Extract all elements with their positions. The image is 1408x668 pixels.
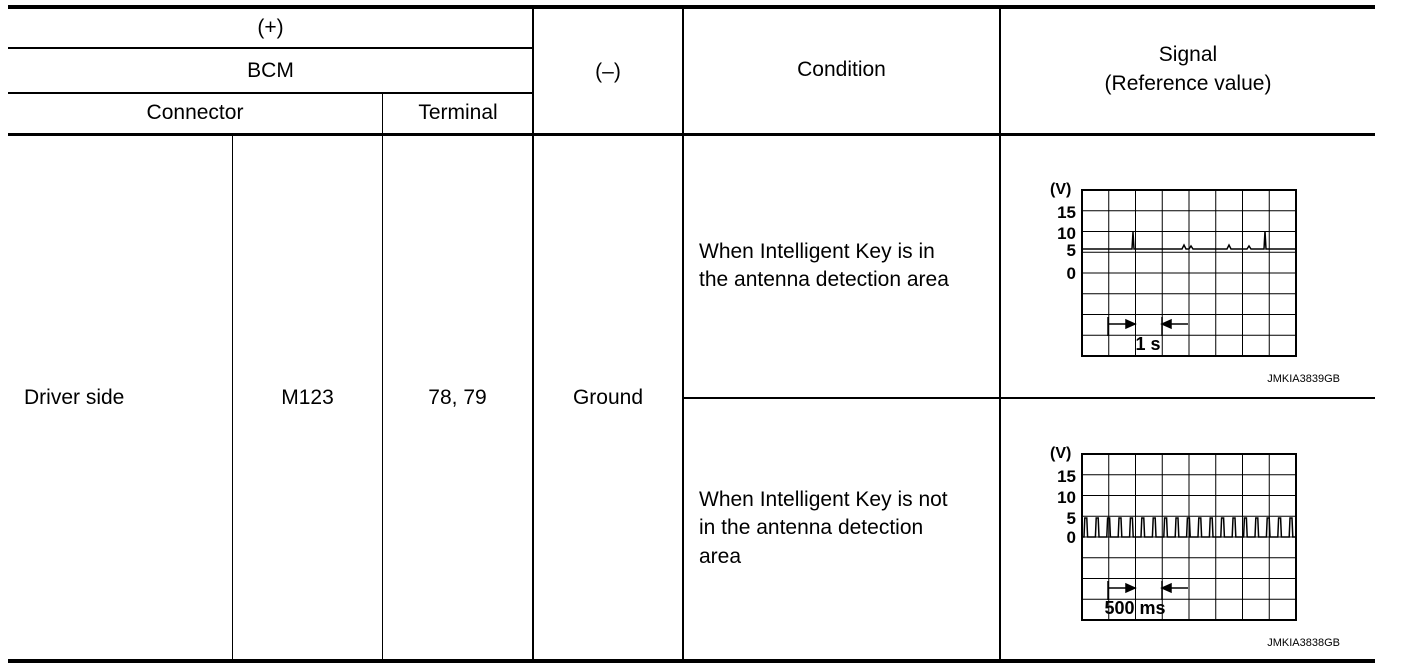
header-plus: (+) xyxy=(257,16,284,39)
col-divider-condition xyxy=(682,8,684,660)
rule-header-bottom xyxy=(8,133,1375,136)
header-connector: Connector xyxy=(146,101,244,124)
graph-1-time-div: 1 s xyxy=(1135,334,1161,354)
graph-1-tick-0: 0 xyxy=(1066,264,1076,283)
graph-1-tick-15: 15 xyxy=(1057,203,1076,222)
rule-bcm-top xyxy=(8,47,533,49)
header-signal: Signal xyxy=(1158,43,1218,66)
graph-2-time-div: 500 ms xyxy=(1104,598,1166,618)
header-condition: Condition xyxy=(797,58,886,81)
condition-2-line-1: When Intelligent Key is not xyxy=(699,488,948,511)
condition-1-line-1: When Intelligent Key is in xyxy=(699,240,935,263)
cell-terminal: 78, 79 xyxy=(428,386,487,409)
graph-2-unit: (V) xyxy=(1050,445,1072,462)
condition-1-line-2: the antenna detection area xyxy=(699,268,949,291)
col-divider-signal xyxy=(999,8,1001,660)
header-bcm: BCM xyxy=(247,59,294,82)
signal-graph-2 xyxy=(1040,440,1340,650)
cell-connector-side: Driver side xyxy=(24,386,125,409)
graph-1-tick-10: 10 xyxy=(1057,224,1076,243)
graph-1-grid xyxy=(1082,190,1296,356)
signal-graph-1 xyxy=(1040,176,1340,386)
graph-1-unit: (V) xyxy=(1050,181,1072,198)
graph-2-code: JMKIA3838GB xyxy=(1267,637,1340,649)
rule-conditions-divider xyxy=(683,397,1375,399)
condition-2-line-2: in the antenna detection xyxy=(699,516,924,539)
graph-2-tick-5: 5 xyxy=(1066,509,1076,528)
graph-2-tick-0: 0 xyxy=(1066,528,1076,547)
table-top-border xyxy=(8,5,1375,9)
condition-2-line-3: area xyxy=(699,545,742,568)
header-terminal: Terminal xyxy=(418,101,498,124)
graph-2-tick-10: 10 xyxy=(1057,488,1076,507)
graph-2-tick-15: 15 xyxy=(1057,467,1076,486)
cell-connector-number: M123 xyxy=(281,386,334,409)
rule-connector-top xyxy=(8,92,533,94)
header-minus: (–) xyxy=(595,60,621,83)
header-signal-reference: (Reference value) xyxy=(1104,72,1272,95)
graph-1-tick-5: 5 xyxy=(1066,241,1076,260)
col-divider-terminal xyxy=(382,93,383,660)
cell-minus-ground: Ground xyxy=(572,386,644,409)
graph-1-code: JMKIA3839GB xyxy=(1267,373,1340,385)
table-bottom-border xyxy=(8,659,1375,663)
